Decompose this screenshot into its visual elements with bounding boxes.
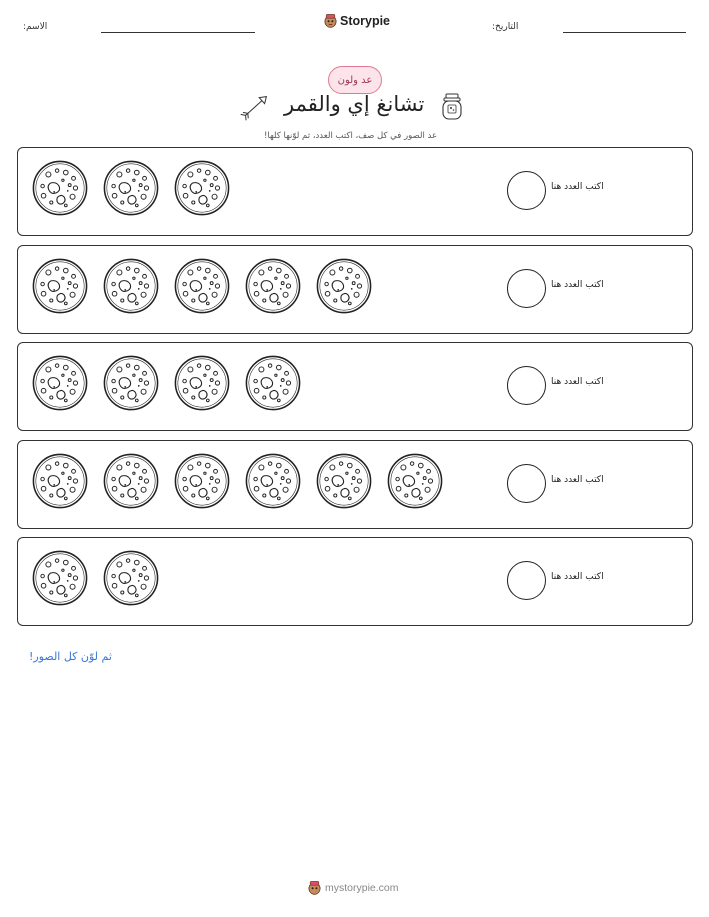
moon-group <box>31 354 302 412</box>
moon-group <box>31 257 373 315</box>
answer-circle[interactable] <box>507 464 546 503</box>
site-url[interactable]: mystorypie.com <box>325 881 399 894</box>
moon-icon <box>102 159 160 217</box>
moon-icon <box>315 452 373 510</box>
moon-group <box>31 159 231 217</box>
answer-circle[interactable] <box>507 171 546 210</box>
brand-name: Storypie <box>340 13 391 28</box>
jar-icon <box>440 93 464 121</box>
moon-icon <box>102 257 160 315</box>
footer-note: ثم لوّن كل الصور! <box>29 650 112 663</box>
brand-logo <box>324 13 390 28</box>
row-prompt: اكتب العدد هنا <box>551 280 604 290</box>
moon-icon <box>315 257 373 315</box>
storypie-mascot-icon <box>308 880 321 895</box>
moon-icon <box>173 354 231 412</box>
moon-icon <box>31 452 89 510</box>
moon-icon <box>102 549 160 607</box>
row-prompt: اكتب العدد هنا <box>551 377 604 387</box>
row-prompt: اكتب العدد هنا <box>551 182 604 192</box>
moon-icon <box>31 549 89 607</box>
name-line[interactable] <box>101 32 255 33</box>
date-line[interactable] <box>563 32 686 33</box>
counting-row <box>17 342 693 431</box>
moon-icon <box>244 452 302 510</box>
instructions-text: عد الصور في كل صف، اكتب العدد، ثم لوّنها كلها! <box>264 131 438 141</box>
moon-icon <box>102 354 160 412</box>
worksheet-title: تشانغ إي والقمر <box>284 92 425 116</box>
counting-row <box>17 245 693 334</box>
name-label: الاسم: <box>23 22 48 32</box>
counting-row <box>17 537 693 626</box>
moon-icon <box>173 257 231 315</box>
moon-icon <box>31 257 89 315</box>
counting-row <box>17 440 693 529</box>
row-prompt: اكتب العدد هنا <box>551 572 604 582</box>
moon-group <box>31 452 444 510</box>
moon-icon <box>244 354 302 412</box>
answer-circle[interactable] <box>507 561 546 600</box>
moon-icon <box>386 452 444 510</box>
row-prompt: اكتب العدد هنا <box>551 475 604 485</box>
site-footer <box>308 880 399 895</box>
moon-icon <box>173 159 231 217</box>
activity-badge: عد ولون <box>328 66 382 94</box>
moon-icon <box>173 452 231 510</box>
counting-row <box>17 147 693 236</box>
moon-icon <box>31 159 89 217</box>
answer-circle[interactable] <box>507 269 546 308</box>
moon-icon <box>244 257 302 315</box>
moon-icon <box>102 452 160 510</box>
rocket-icon <box>240 91 272 121</box>
moon-icon <box>31 354 89 412</box>
storypie-mascot-icon <box>324 13 337 28</box>
moon-group <box>31 549 160 607</box>
answer-circle[interactable] <box>507 366 546 405</box>
date-label: التاريخ: <box>492 22 519 32</box>
